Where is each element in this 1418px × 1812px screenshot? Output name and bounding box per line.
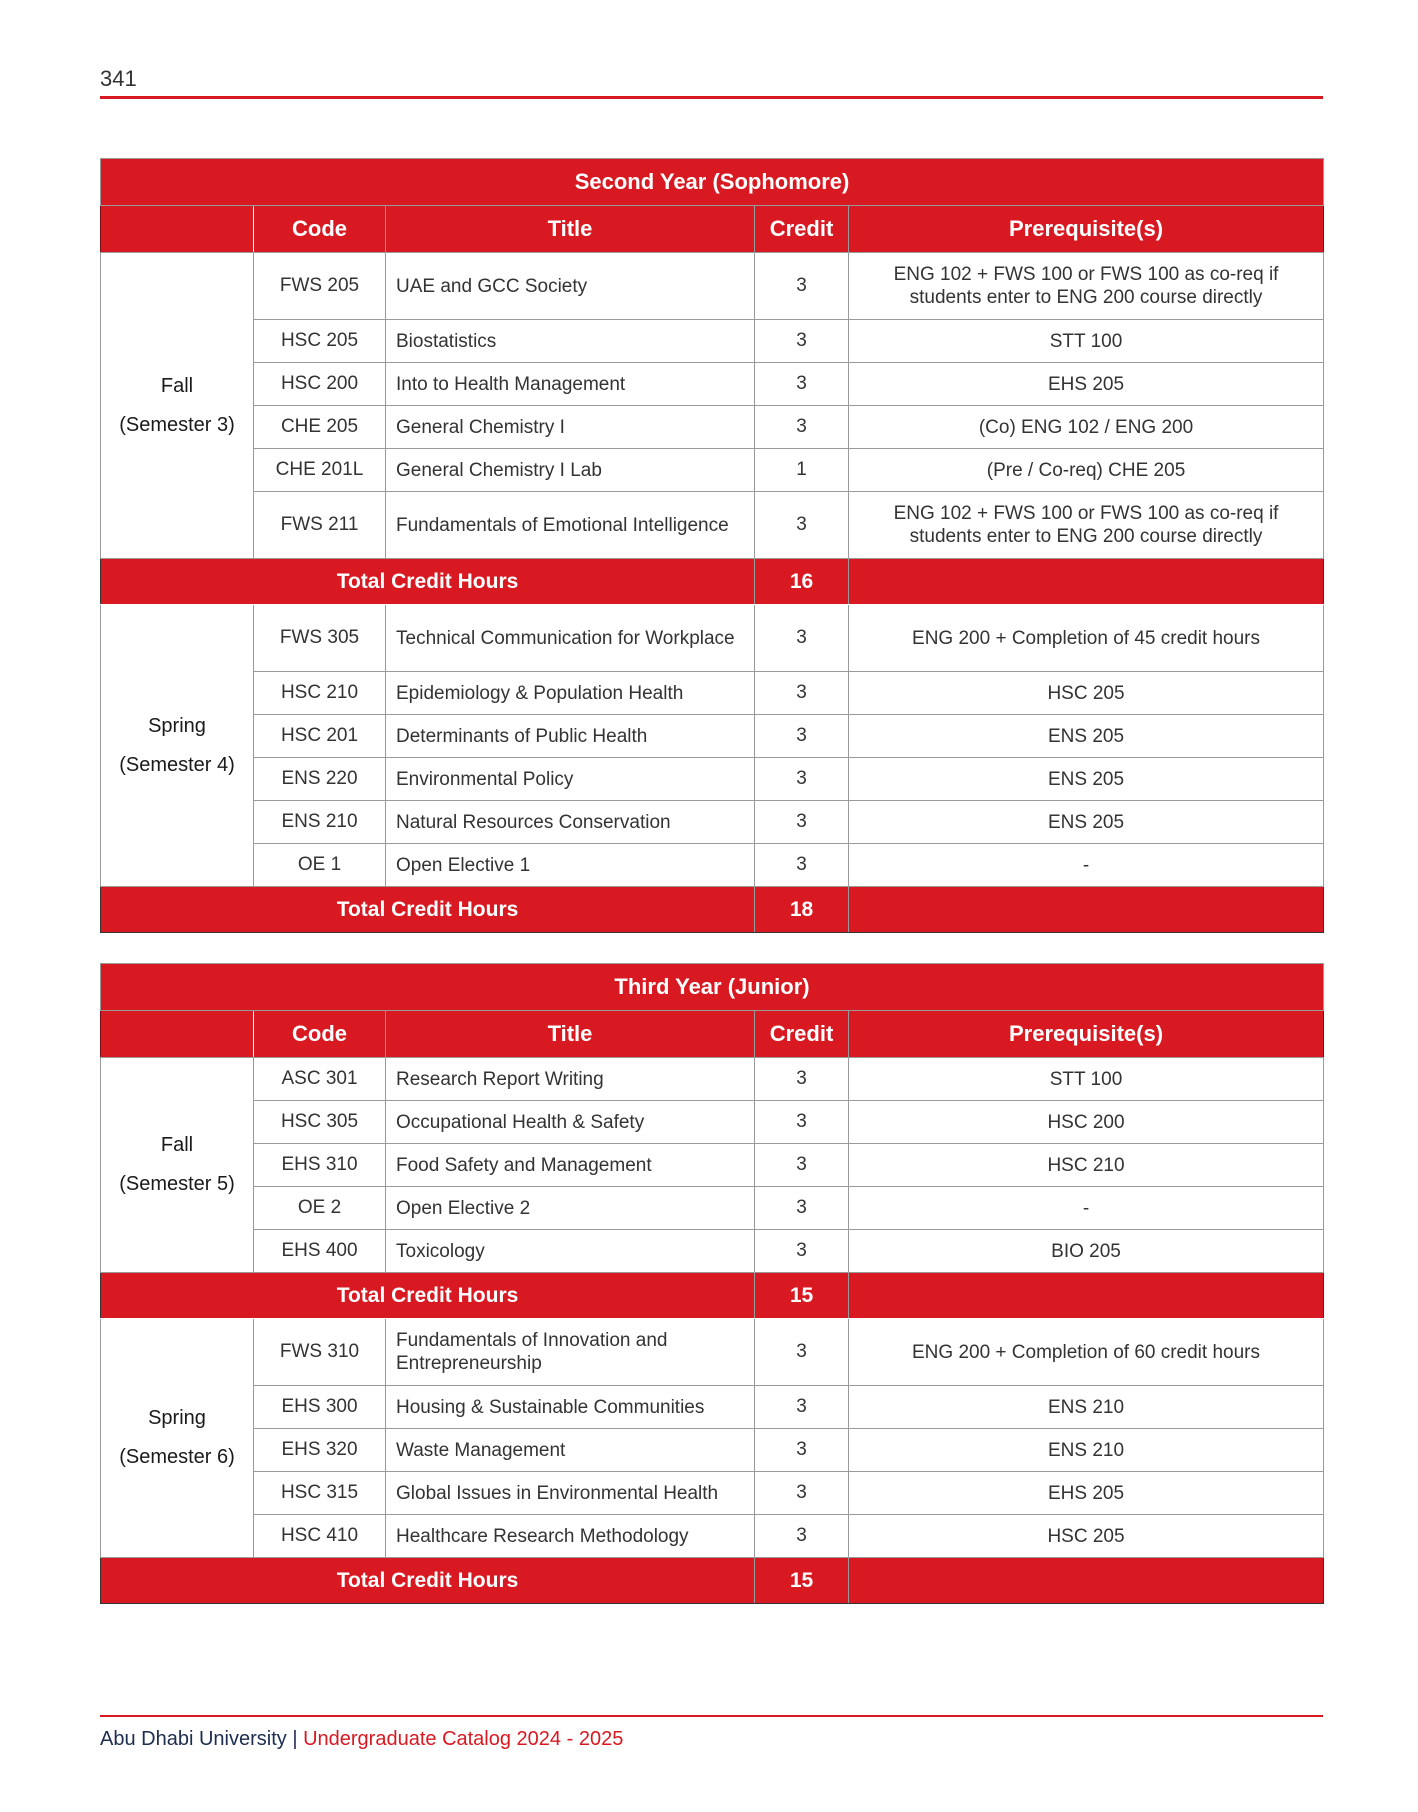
table-row <box>101 1472 1324 1515</box>
course-prereq: (Co) ENG 102 / ENG 200 <box>849 406 1324 449</box>
third-year-table <box>100 963 1324 1604</box>
course-credit: 3 <box>755 1101 849 1144</box>
course-code: FWS 205 <box>254 253 386 320</box>
course-code: EHS 300 <box>254 1386 386 1429</box>
course-prereq: HSC 205 <box>849 1515 1324 1558</box>
table-row <box>101 1101 1324 1144</box>
course-code: HSC 410 <box>254 1515 386 1558</box>
course-prereq: HSC 210 <box>849 1144 1324 1187</box>
course-title: Open Elective 2 <box>386 1187 755 1230</box>
course-prereq: STT 100 <box>849 320 1324 363</box>
course-code: HSC 210 <box>254 672 386 715</box>
course-credit: 3 <box>755 844 849 887</box>
table-row <box>101 672 1324 715</box>
course-title: Research Report Writing <box>386 1058 755 1101</box>
course-credit: 3 <box>755 1058 849 1101</box>
course-code: EHS 400 <box>254 1230 386 1273</box>
course-title: Occupational Health & Safety <box>386 1101 755 1144</box>
total-row <box>101 887 1324 933</box>
semester-name: Fall <box>160 374 194 397</box>
course-code: FWS 310 <box>254 1319 386 1386</box>
course-code: ENS 210 <box>254 801 386 844</box>
total-row <box>101 559 1324 605</box>
course-credit: 3 <box>755 605 849 672</box>
course-credit: 3 <box>755 1472 849 1515</box>
total-value: 16 <box>755 559 849 605</box>
course-prereq: EHS 205 <box>849 363 1324 406</box>
semester-cell <box>101 1058 254 1273</box>
course-credit: 1 <box>755 449 849 492</box>
title-header: Title <box>386 206 755 253</box>
table-row <box>101 449 1324 492</box>
total-value: 15 <box>755 1558 849 1604</box>
course-title: General Chemistry I <box>386 406 755 449</box>
course-prereq: HSC 205 <box>849 672 1324 715</box>
course-credit: 3 <box>755 715 849 758</box>
course-credit: 3 <box>755 1386 849 1429</box>
credit-header: Credit <box>755 206 849 253</box>
total-row <box>101 1273 1324 1319</box>
course-title: Environmental Policy <box>386 758 755 801</box>
course-credit: 3 <box>755 801 849 844</box>
table-row <box>101 320 1324 363</box>
course-credit: 3 <box>755 1187 849 1230</box>
course-code: FWS 305 <box>254 605 386 672</box>
table-row <box>101 406 1324 449</box>
total-blank <box>849 887 1324 933</box>
code-header: Code <box>254 1011 386 1058</box>
course-title: Food Safety and Management <box>386 1144 755 1187</box>
course-credit: 3 <box>755 253 849 320</box>
course-code: HSC 315 <box>254 1472 386 1515</box>
total-label: Total Credit Hours <box>101 559 755 605</box>
course-code: FWS 211 <box>254 492 386 559</box>
course-prereq: ENS 210 <box>849 1429 1324 1472</box>
header-rule <box>100 96 1323 99</box>
course-code: HSC 305 <box>254 1101 386 1144</box>
semester-label: (Semester 3) <box>119 413 235 436</box>
year-title: Second Year (Sophomore) <box>101 159 1324 206</box>
course-code: HSC 201 <box>254 715 386 758</box>
course-credit: 3 <box>755 1230 849 1273</box>
semester-header <box>101 1011 254 1058</box>
course-prereq: ENG 200 + Completion of 45 credit hours <box>849 605 1324 672</box>
course-credit: 3 <box>755 320 849 363</box>
table-row <box>101 492 1324 559</box>
course-title: Open Elective 1 <box>386 844 755 887</box>
course-prereq: - <box>849 844 1324 887</box>
course-title: Determinants of Public Health <box>386 715 755 758</box>
course-title: Into to Health Management <box>386 363 755 406</box>
table-row <box>101 1429 1324 1472</box>
table-row <box>101 758 1324 801</box>
code-header: Code <box>254 206 386 253</box>
course-title: General Chemistry I Lab <box>386 449 755 492</box>
course-title: Epidemiology & Population Health <box>386 672 755 715</box>
total-row <box>101 1558 1324 1604</box>
total-value: 15 <box>755 1273 849 1319</box>
course-title: Fundamentals of Innovation and Entrepreneurship <box>386 1319 755 1386</box>
total-blank <box>849 1273 1324 1319</box>
course-title: Fundamentals of Emotional Intelligence <box>386 492 755 559</box>
course-code: ASC 301 <box>254 1058 386 1101</box>
semester-cell <box>101 253 254 559</box>
table-row <box>101 253 1324 320</box>
table-row <box>101 1515 1324 1558</box>
course-prereq: EHS 205 <box>849 1472 1324 1515</box>
course-prereq: BIO 205 <box>849 1230 1324 1273</box>
course-credit: 3 <box>755 406 849 449</box>
total-label: Total Credit Hours <box>101 1558 755 1604</box>
table-row <box>101 1144 1324 1187</box>
course-code: CHE 205 <box>254 406 386 449</box>
semester-header <box>101 206 254 253</box>
course-title: Housing & Sustainable Communities <box>386 1386 755 1429</box>
semester-cell <box>101 605 254 887</box>
course-credit: 3 <box>755 492 849 559</box>
course-code: CHE 201L <box>254 449 386 492</box>
semester-label: (Semester 5) <box>119 1173 235 1195</box>
semester-label: (Semester 4) <box>119 753 235 776</box>
semester-name: Fall <box>160 1134 194 1156</box>
footer <box>100 1728 623 1751</box>
course-credit: 3 <box>755 672 849 715</box>
course-prereq: STT 100 <box>849 1058 1324 1101</box>
footer-separator: | <box>292 1728 298 1750</box>
course-title: Natural Resources Conservation <box>386 801 755 844</box>
page-number: 341 <box>100 66 137 91</box>
course-prereq: ENS 210 <box>849 1386 1324 1429</box>
course-title: Technical Communication for Workplace <box>386 605 755 672</box>
course-title: Healthcare Research Methodology <box>386 1515 755 1558</box>
prereq-header: Prerequisite(s) <box>849 1011 1324 1058</box>
prereq-header: Prerequisite(s) <box>849 206 1324 253</box>
course-prereq: ENG 200 + Completion of 60 credit hours <box>849 1319 1324 1386</box>
footer-org: Abu Dhabi University <box>100 1728 287 1750</box>
course-prereq: ENS 205 <box>849 758 1324 801</box>
course-credit: 3 <box>755 1515 849 1558</box>
course-prereq: ENS 205 <box>849 715 1324 758</box>
course-code: OE 2 <box>254 1187 386 1230</box>
table-row <box>101 715 1324 758</box>
total-label: Total Credit Hours <box>101 887 755 933</box>
title-header: Title <box>386 1011 755 1058</box>
year-title: Third Year (Junior) <box>101 964 1324 1011</box>
table-row <box>101 1230 1324 1273</box>
total-label: Total Credit Hours <box>101 1273 755 1319</box>
course-credit: 3 <box>755 758 849 801</box>
total-value: 18 <box>755 887 849 933</box>
table-row <box>101 1319 1324 1386</box>
total-blank <box>849 559 1324 605</box>
course-prereq: ENG 102 + FWS 100 or FWS 100 as co-req if students enter to ENG 200 course directly <box>849 492 1324 559</box>
course-credit: 3 <box>755 1144 849 1187</box>
table-row <box>101 801 1324 844</box>
credit-header: Credit <box>755 1011 849 1058</box>
course-credit: 3 <box>755 1319 849 1386</box>
table-row <box>101 1058 1324 1101</box>
course-prereq: ENG 102 + FWS 100 or FWS 100 as co-req if students enter to ENG 200 course directly <box>849 253 1324 320</box>
course-code: EHS 310 <box>254 1144 386 1187</box>
semester-label: (Semester 6) <box>119 1446 235 1468</box>
course-prereq: - <box>849 1187 1324 1230</box>
course-prereq: HSC 200 <box>849 1101 1324 1144</box>
course-code: EHS 320 <box>254 1429 386 1472</box>
course-prereq: (Pre / Co-req) CHE 205 <box>849 449 1324 492</box>
semester-cell <box>101 1319 254 1558</box>
second-year-table <box>100 158 1324 933</box>
table-row <box>101 605 1324 672</box>
course-title: Waste Management <box>386 1429 755 1472</box>
table-row <box>101 1187 1324 1230</box>
course-code: HSC 200 <box>254 363 386 406</box>
course-title: Toxicology <box>386 1230 755 1273</box>
course-code: HSC 205 <box>254 320 386 363</box>
semester-name: Spring <box>148 1407 206 1429</box>
course-prereq: ENS 205 <box>849 801 1324 844</box>
total-blank <box>849 1558 1324 1604</box>
course-title: Biostatistics <box>386 320 755 363</box>
table-row <box>101 1386 1324 1429</box>
course-title: Global Issues in Environmental Health <box>386 1472 755 1515</box>
table-row <box>101 363 1324 406</box>
footer-rule <box>100 1715 1323 1717</box>
course-code: OE 1 <box>254 844 386 887</box>
course-credit: 3 <box>755 363 849 406</box>
course-credit: 3 <box>755 1429 849 1472</box>
table-row <box>101 844 1324 887</box>
semester-name: Spring <box>148 714 206 737</box>
footer-catalog: Undergraduate Catalog 2024 - 2025 <box>303 1728 624 1750</box>
course-title: UAE and GCC Society <box>386 253 755 320</box>
course-code: ENS 220 <box>254 758 386 801</box>
